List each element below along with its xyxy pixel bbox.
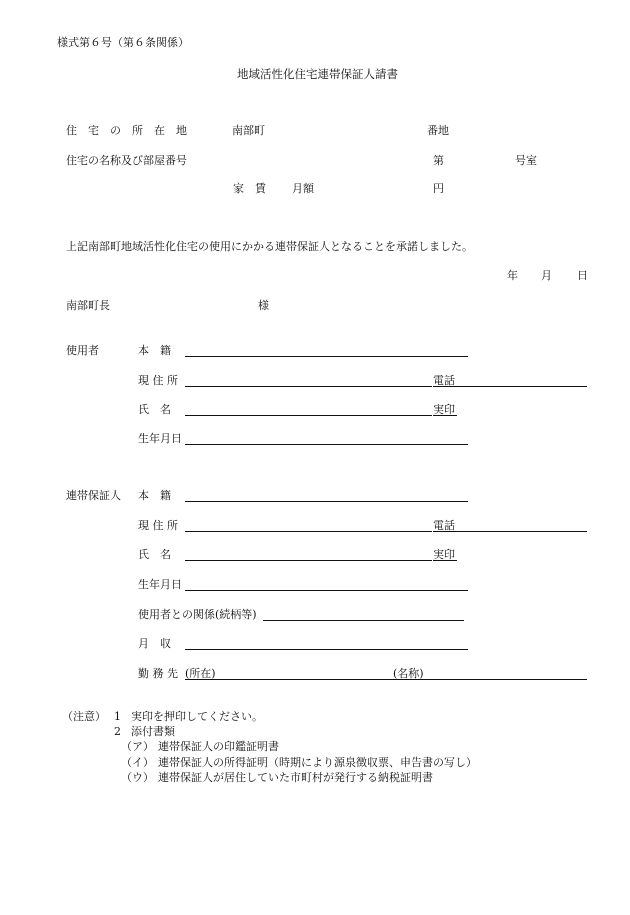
note-2-text: 添付書類: [131, 725, 175, 738]
guarantor-domicile-field[interactable]: [185, 501, 468, 502]
guarantor-address-field[interactable]: [185, 531, 432, 532]
guarantor-name-field[interactable]: [185, 560, 432, 561]
user-address-field[interactable]: [185, 386, 432, 387]
addressee-name: 南部町長: [66, 299, 110, 312]
guarantor-phone-label: 電話: [433, 519, 455, 532]
addressee-honorific: 様: [258, 299, 269, 312]
date-year: 年: [507, 269, 518, 282]
user-birthdate-label: 生年月日: [138, 432, 182, 445]
user-address-label: 現 住 所: [138, 374, 178, 387]
guarantor-birthdate-field[interactable]: [185, 590, 468, 591]
user-domicile-label: 本 籍: [138, 344, 171, 357]
guarantor-birthdate-label: 生年月日: [138, 578, 182, 591]
room-suffix: 号室: [515, 154, 537, 167]
rent-monthly: 月額: [292, 182, 314, 195]
location-value: 南部町: [232, 124, 265, 137]
notes-label: （注意）: [62, 710, 106, 723]
user-birthdate-field[interactable]: [185, 444, 468, 445]
rent-label: 家 賃: [233, 182, 266, 195]
attachment-u-text: 連帯保証人が居住していた市町村が発行する納税証明書: [158, 771, 433, 784]
user-name-label: 氏 名: [138, 403, 171, 416]
attachment-a-text: 連帯保証人の印鑑証明書: [158, 740, 279, 753]
attachment-u-mark: （ウ）: [121, 771, 154, 784]
guarantor-workplace-label: 勤 務 先: [138, 667, 178, 680]
attachment-a-mark: （ア）: [121, 740, 154, 753]
user-seal-label: 実印: [433, 403, 455, 416]
user-phone-field[interactable]: [433, 386, 587, 387]
guarantor-domicile-label: 本 籍: [138, 489, 171, 502]
statement-text: 上記南部町地域活性化住宅の使用にかかる連帯保証人となることを承諾しました。: [66, 240, 473, 253]
guarantor-relation-label: 使用者との関係(続柄等): [138, 608, 257, 621]
user-seal-underline: [433, 415, 457, 416]
user-name-field[interactable]: [185, 415, 432, 416]
document-title: 地域活性化住宅連帯保証人請書: [237, 67, 398, 81]
guarantor-seal-label: 実印: [433, 548, 455, 561]
date-day: 日: [577, 269, 588, 282]
room-prefix: 第: [433, 154, 444, 167]
guarantor-income-label: 月 収: [138, 637, 171, 650]
location-label: 住 宅 の 所 在 地: [66, 124, 187, 137]
user-heading: 使用者: [66, 344, 99, 357]
attachment-i-mark: （イ）: [121, 756, 154, 769]
note-2-number: 2: [114, 725, 121, 738]
rent-unit: 円: [433, 182, 444, 195]
guarantor-address-label: 現 住 所: [138, 519, 178, 532]
user-domicile-field[interactable]: [185, 356, 468, 357]
guarantor-heading: 連帯保証人: [66, 489, 121, 502]
guarantor-seal-underline: [433, 560, 457, 561]
note-1-number: 1: [114, 710, 121, 723]
guarantor-workplace-name-label: (名称): [393, 667, 424, 680]
note-1-text: 実印を押印してください。: [131, 710, 263, 723]
guarantor-name-label: 氏 名: [138, 548, 171, 561]
guarantor-workplace-location-label: (所在): [185, 667, 216, 680]
guarantor-income-field[interactable]: [185, 649, 468, 650]
guarantor-workplace-field[interactable]: [185, 679, 587, 680]
attachment-i-text: 連帯保証人の所得証明（時期により源泉徴収票、申告書の写し）: [158, 756, 477, 769]
name-room-label: 住宅の名称及び部屋番号: [66, 154, 187, 167]
location-suffix: 番地: [427, 124, 449, 137]
user-phone-label: 電話: [433, 374, 455, 387]
guarantor-phone-field[interactable]: [433, 531, 587, 532]
form-number: 様式第６号（第６条関係）: [57, 36, 189, 49]
guarantor-relation-field[interactable]: [263, 620, 464, 621]
date-month: 月: [541, 269, 552, 282]
